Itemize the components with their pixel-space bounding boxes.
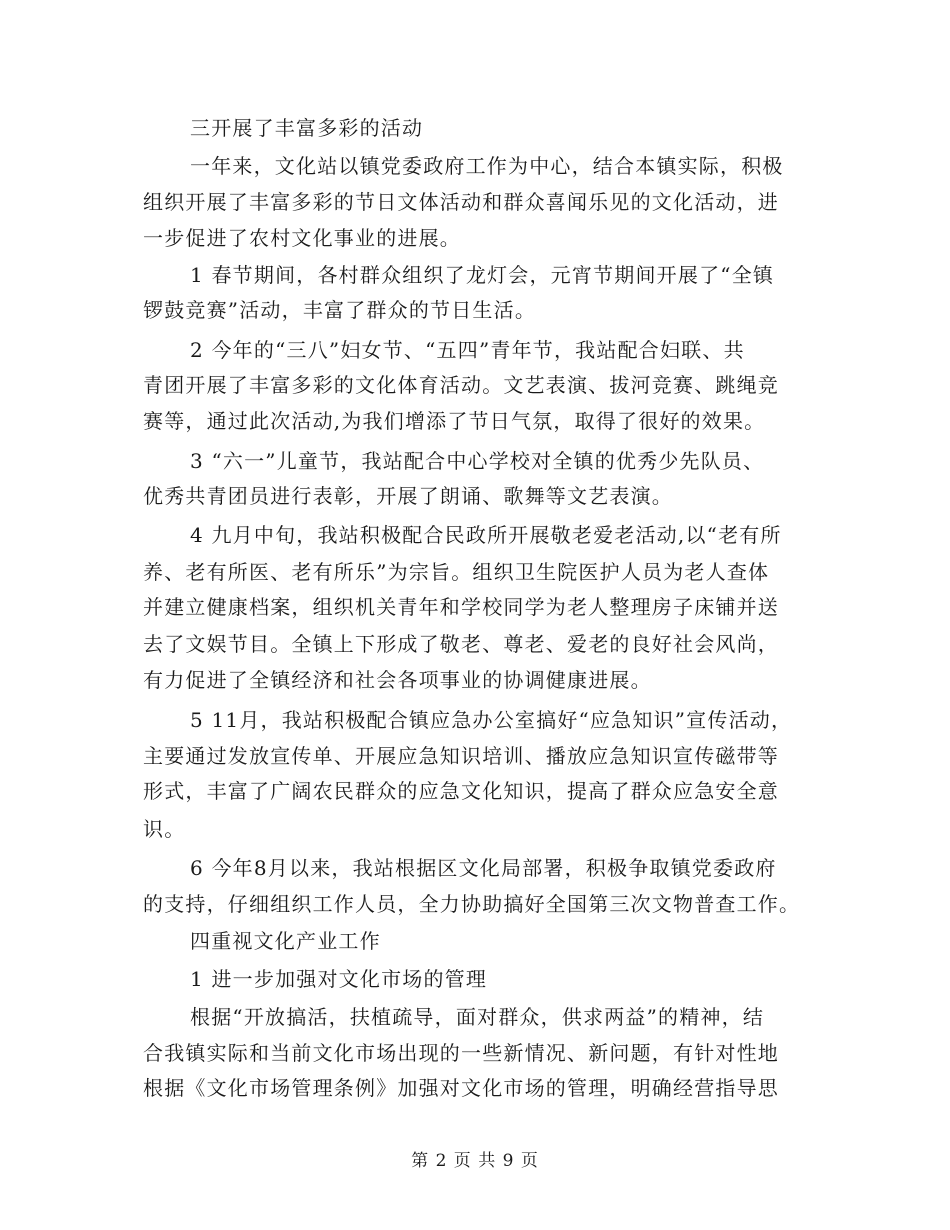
paragraph-line: 有力促进了全镇经济和社会各项事业的协调健康进展。: [143, 668, 652, 692]
paragraph-line: 3 “六一”儿童节，我站配合中心学校对全镇的优秀少先队员、: [190, 449, 765, 473]
paragraph-line: 识。: [143, 817, 186, 841]
subsection-heading: 1 进一步加强对文化市场的管理: [190, 967, 488, 991]
paragraph-line: 根据“开放搞活，扶植疏导，面对群众，供求两益”的精神，结: [190, 1005, 765, 1029]
paragraph-line: 并建立健康档案，组织机关青年和学校同学为老人整理房子床铺并送: [143, 595, 779, 619]
paragraph-line: 的支持，仔细组织工作人员，全力协助搞好全国第三次文物普查工作。: [143, 892, 801, 916]
paragraph-line: 2 今年的“三八”妇女节、“五四”青年节，我站配合妇联、共: [190, 338, 745, 362]
paragraph-line: 形式，丰富了广阔农民群众的应急文化知识，提高了群众应急安全意: [143, 779, 779, 803]
paragraph-line: 赛等，通过此次活动,为我们增添了节日气氛，取得了很好的效果。: [143, 409, 766, 433]
paragraph-line: 1 春节期间，各村群众组织了龙灯会，元宵节期间开展了“全镇: [190, 263, 775, 287]
paragraph-line: 6 今年8月以来，我站根据区文化局部署，积极争取镇党委政府: [190, 856, 777, 880]
paragraph-line: 青团开展了丰富多彩的文化体育活动。文艺表演、拔河竞赛、跳绳竞: [143, 373, 779, 397]
paragraph-line: 4 九月中旬，我站积极配合民政所开展敬老爱老活动,以“老有所: [190, 523, 782, 547]
paragraph-line: 一步促进了农村文化事业的进展。: [143, 226, 461, 250]
page-footer: 第 2 页 共 9 页: [411, 1151, 539, 1171]
paragraph-line: 主要通过发放宣传单、开展应急知识培训、播放应急知识宣传磁带等: [143, 744, 779, 768]
section-heading: 四重视文化产业工作: [190, 929, 381, 953]
paragraph-line: 优秀共青团员进行表彰，开展了朗诵、歌舞等文艺表演。: [143, 484, 673, 508]
paragraph-line: 合我镇实际和当前文化市场出现的一些新情况、新问题，有针对性地: [143, 1041, 779, 1065]
paragraph-line: 一年来，文化站以镇党委政府工作为中心，结合本镇实际，积极: [190, 154, 784, 178]
paragraph-line: 养、老有所医、老有所乐”为宗旨。组织卫生院医护人员为老人查体: [143, 560, 770, 584]
paragraph-line: 根据《文化市场管理条例》加强对文化市场的管理，明确经营指导思: [143, 1076, 779, 1100]
paragraph-line: 去了文娱节目。全镇上下形成了敬老、尊老、爱老的良好社会风尚，: [143, 632, 779, 656]
paragraph-line: 组织开展了丰富多彩的节日文体活动和群众喜闻乐见的文化活动，进: [143, 190, 779, 214]
section-heading: 三开展了丰富多彩的活动: [190, 116, 424, 140]
paragraph-line: 5 11月，我站积极配合镇应急办公室搞好“应急知识”宣传活动，: [190, 708, 793, 732]
paragraph-line: 锣鼓竞赛”活动，丰富了群众的节日生活。: [143, 298, 537, 322]
